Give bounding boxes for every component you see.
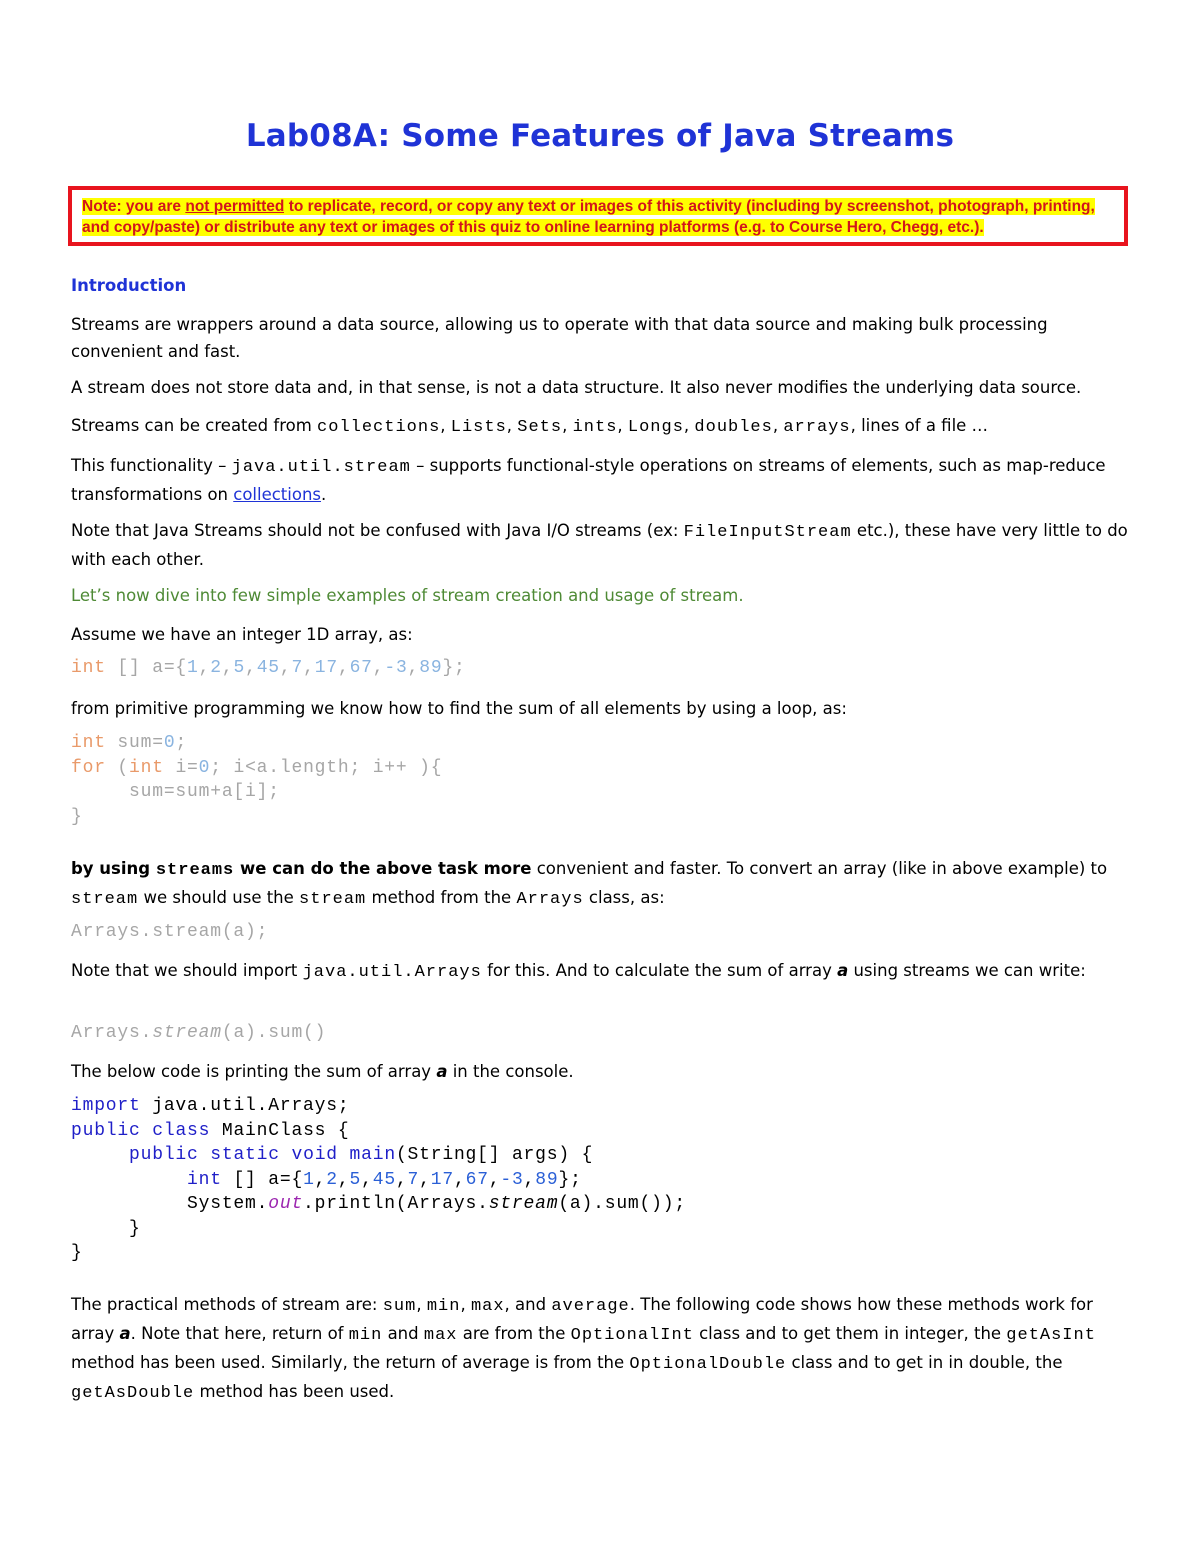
paragraph-examples-intro: Let’s now dive into few simple examples of stream creation and usage of stream.: [71, 586, 744, 605]
code-arrays-stream: Arrays.stream(a);: [71, 922, 269, 942]
paragraph-io-streams: Note that Java Streams should not be confused with Java I/O streams (ex: FileInputStream etc.), these have very little to do with each other.: [71, 521, 1128, 569]
paragraph-practical-methods: The practical methods of stream are: sum, min, max, and average. The following code shows how these methods work for array a. Note that here, return of min and max are from the OptionalInt class and to get them in integer, the getAsInt method has been used. Similarly, the return of average is from the OptionalDouble class and to get in in double, the getAsDouble method has been used.: [71, 1295, 1096, 1403]
paragraph-below-code: The below code is printing the sum of array a in the console.: [71, 1062, 574, 1081]
notice-rest: to replicate, record, or copy any text or images of this activity (including by screenshot, photograph, printing, and copy/paste) or distribute any text or images of this quiz to online learning platforms (e.g. to Course Hero, Chegg, etc.).: [82, 198, 1095, 236]
paragraph-functionality: This functionality – java.util.stream – supports functional-style operations on streams of elements, such as map-reduce transformations on collections.: [71, 456, 1106, 504]
paragraph-stream-storage: A stream does not store data and, in that sense, is not a data structure. It also never modifies the underlying data source.: [71, 378, 1082, 397]
code-stream-sum: Arrays.stream(a).sum(): [71, 1023, 327, 1043]
paragraph-import-note: Note that we should import java.util.Arrays for this. And to calculate the sum of array a using streams we can write:: [71, 961, 1086, 982]
code-main-class: import java.util.Arrays; public class MainClass { public static void main(String[] args) { int [] a={1,2,5,45,7,17,67,-3,89}; System.out.println(Arrays.stream(a).sum()); } }: [71, 1096, 686, 1263]
paragraph-stream-sources: Streams can be created from collections, Lists, Sets, ints, Longs, doubles, arrays, lines of a file …: [71, 416, 989, 437]
paragraph-using-streams: by using streams we can do the above task more convenient and faster. To convert an array (like in above example) to stream we should use the stream method from the Arrays class, as:: [71, 859, 1108, 909]
notice-prefix: Note: you are: [82, 198, 186, 215]
paragraph-primitive-loop: from primitive programming we know how to find the sum of all elements by using a loop, as:: [71, 699, 847, 718]
collections-link[interactable]: collections: [233, 485, 322, 504]
notice-underlined: not permitted: [185, 198, 285, 215]
copyright-notice-text: [82, 196, 1116, 238]
section-heading-introduction: Introduction: [71, 276, 187, 295]
paragraph-assume-array: Assume we have an integer 1D array, as:: [71, 625, 413, 644]
page-title: Lab08A: Some Features of Java Streams: [245, 118, 955, 154]
code-array-declaration: int [] a={1,2,5,45,7,17,67,-3,89};: [71, 658, 466, 678]
paragraph-streams-wrappers: Streams are wrappers around a data source, allowing us to operate with that data source and making bulk processing convenient and fast.: [71, 315, 1048, 361]
code-sum-loop: int sum=0; for (int i=0; i<a.length; i++ ){ sum=sum+a[i]; }: [71, 733, 443, 827]
copyright-notice-box: [68, 186, 1128, 246]
